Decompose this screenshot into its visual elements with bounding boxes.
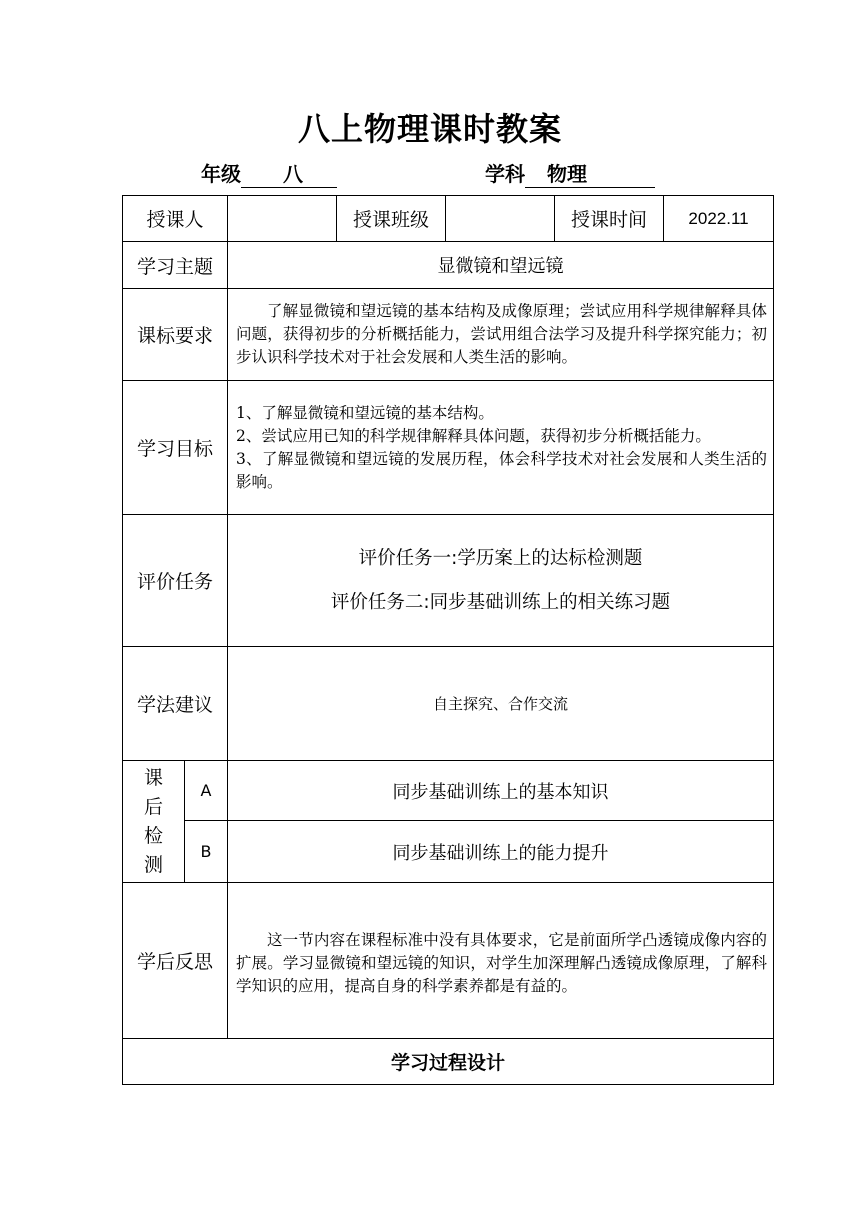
goal-item: 3、了解显微镜和望远镜的发展历程，体会科学技术对社会发展和人类生活的影响。 <box>236 449 768 491</box>
evaluation-item: 评价任务二:同步基础训练上的相关练习题 <box>330 591 671 613</box>
after-class-label-char: 课 <box>143 766 163 789</box>
after-class-row-a <box>123 761 774 821</box>
subject-value: 物理 <box>525 162 655 188</box>
goal-item: 2、尝试应用已知的科学规律解释具体问题，获得初步分析概括能力。 <box>236 426 711 445</box>
grade-line <box>201 158 337 188</box>
level-b: B <box>185 821 228 883</box>
method-label: 学法建议 <box>123 647 228 761</box>
standard-label: 课标要求 <box>123 289 228 381</box>
subject-label: 学科 <box>485 162 525 186</box>
process-design-heading: 学习过程设计 <box>123 1039 774 1085</box>
goals-label: 学习目标 <box>123 381 228 515</box>
process-row <box>123 1039 774 1085</box>
after-class-label-char: 后 <box>143 795 163 818</box>
teacher-label: 授课人 <box>123 196 228 242</box>
evaluation-label: 评价任务 <box>123 515 228 647</box>
reflection-row <box>123 883 774 1039</box>
topic-label: 学习主题 <box>123 242 228 289</box>
level-a: A <box>185 761 228 821</box>
level-a-value: 同步基础训练上的基本知识 <box>228 761 774 821</box>
subject-line <box>485 158 655 188</box>
after-class-label-char: 检 <box>143 824 163 847</box>
standard-text: 了解显微镜和望远镜的基本结构及成像原理；尝试应用科学规律解释具体问题，获得初步的分析概括能力，尝试用组合法学习及提升科学探究能力；初步认识科学技术对于社会发展和人类生活的影响。 <box>228 289 774 381</box>
header-row <box>123 196 774 242</box>
class-value <box>446 196 555 242</box>
page-title: 八上物理课时教案 <box>297 110 562 148</box>
standard-row <box>123 289 774 381</box>
after-class-row-b <box>123 821 774 883</box>
grade-label: 年级 <box>201 162 241 186</box>
after-class-label-char: 测 <box>143 853 163 876</box>
teacher-value <box>228 196 337 242</box>
time-value: 2022.11 <box>664 196 774 242</box>
goal-item: 1、了解显微镜和望远镜的基本结构。 <box>236 403 494 422</box>
class-label: 授课班级 <box>337 196 446 242</box>
method-value: 自主探究、合作交流 <box>228 647 774 761</box>
lesson-plan-table <box>122 195 774 1085</box>
method-row <box>123 647 774 761</box>
evaluation-item: 评价任务一:学历案上的达标检测题 <box>358 547 643 569</box>
evaluation-list <box>228 515 774 647</box>
grade-value: 八 <box>241 162 337 188</box>
goals-list <box>228 381 774 515</box>
after-class-label <box>123 761 185 883</box>
level-b-value: 同步基础训练上的能力提升 <box>228 821 774 883</box>
goals-row <box>123 381 774 515</box>
reflection-label: 学后反思 <box>123 883 228 1039</box>
topic-value: 显微镜和望远镜 <box>228 242 774 289</box>
time-label: 授课时间 <box>555 196 664 242</box>
evaluation-row <box>123 515 774 647</box>
reflection-text: 这一节内容在课程标准中没有具体要求，它是前面所学凸透镜成像内容的扩展。学习显微镜和望远镜的知识，对学生加深理解凸透镜成像原理，了解科学知识的应用，提高自身的科学素养都是有益的。 <box>228 883 774 1039</box>
topic-row <box>123 242 774 289</box>
